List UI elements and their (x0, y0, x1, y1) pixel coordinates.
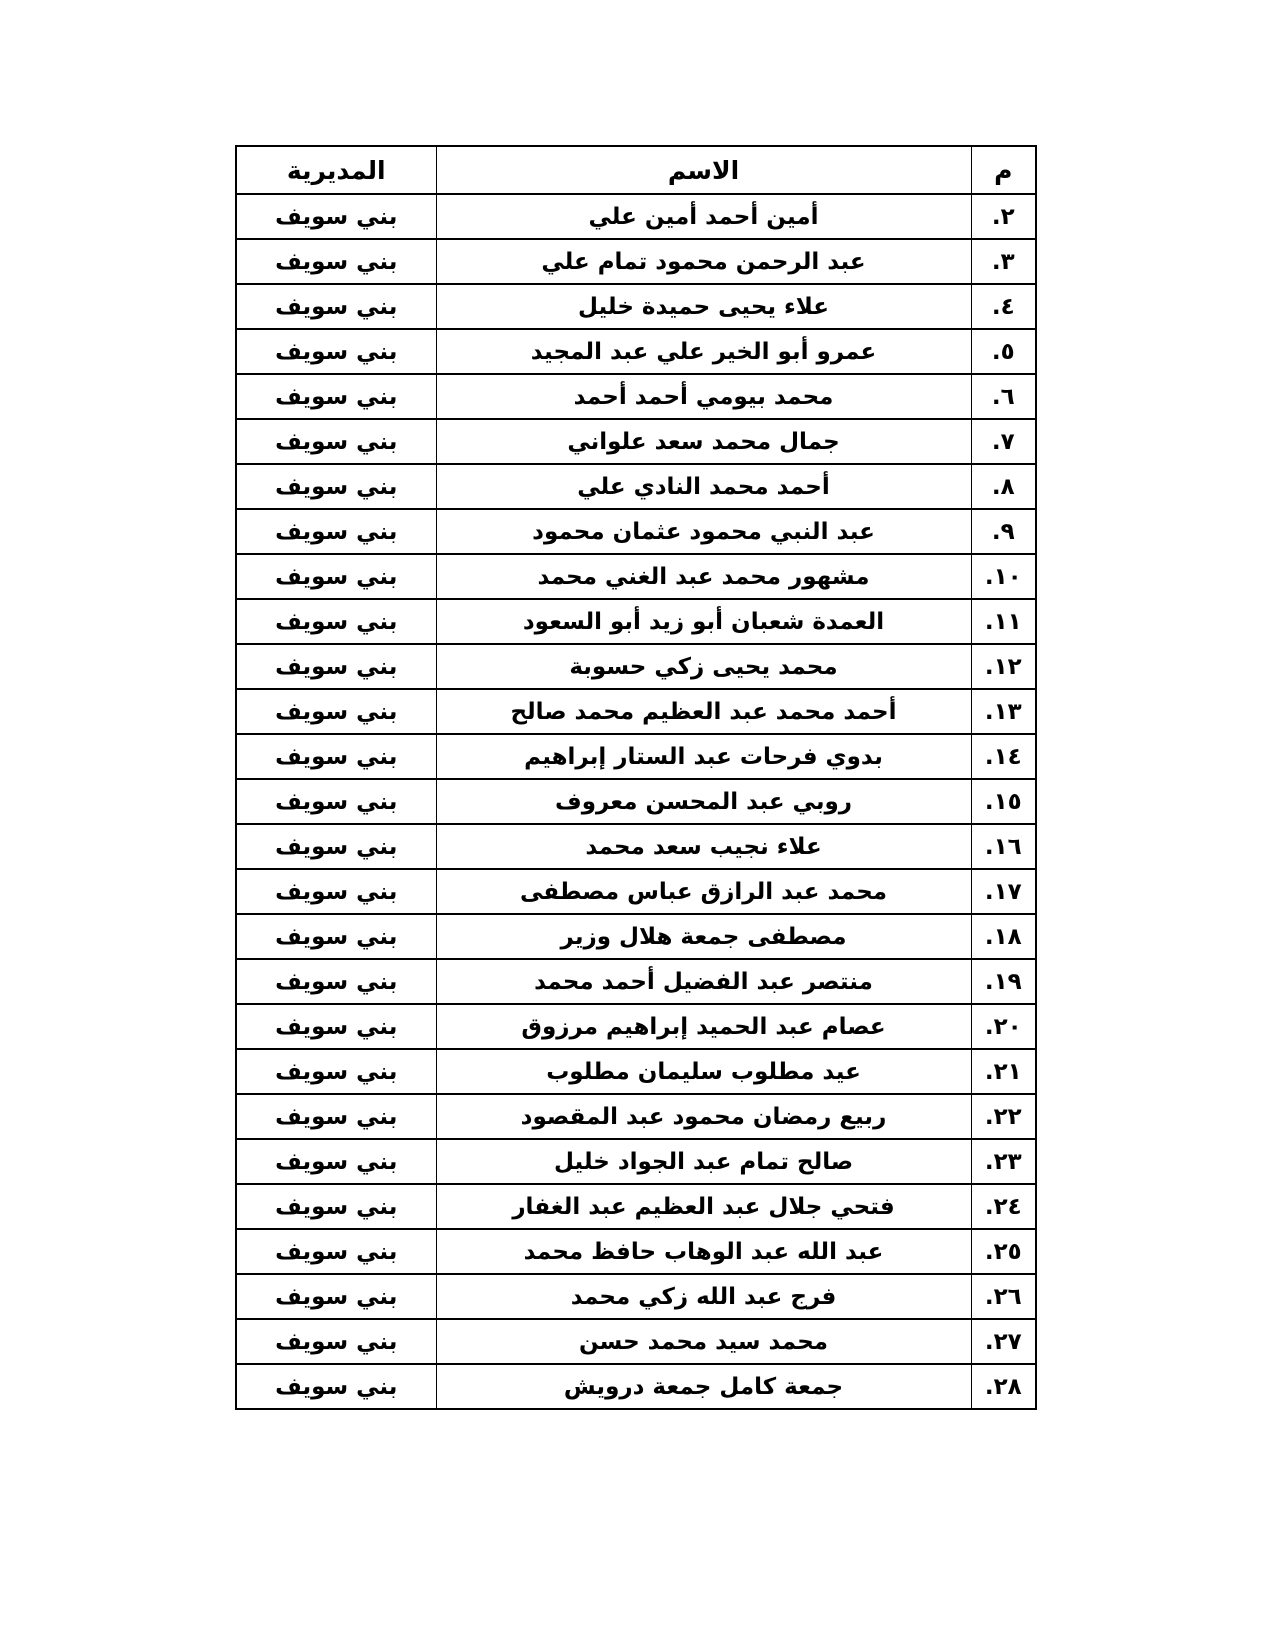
header-row (236, 146, 1036, 194)
row-number-cell: ١١. (971, 599, 1036, 644)
row-name-cell: فرج عبد الله زكي محمد (436, 1274, 971, 1319)
row-number-cell: ١٥. (971, 779, 1036, 824)
row-number-cell: ١٨. (971, 914, 1036, 959)
table-row (236, 689, 1036, 734)
row-number-cell: ١٧. (971, 869, 1036, 914)
row-name-cell: فتحي جلال عبد العظيم عبد الغفار (436, 1184, 971, 1229)
row-name-cell: مشهور محمد عبد الغني محمد (436, 554, 971, 599)
header-cell-directorate: المديرية (236, 146, 436, 194)
row-directorate-cell: بني سويف (236, 644, 436, 689)
table-row (236, 1364, 1036, 1409)
row-number-cell: ٩. (971, 509, 1036, 554)
table-row (236, 464, 1036, 509)
row-number-cell: ٢٠. (971, 1004, 1036, 1049)
row-directorate-cell: بني سويف (236, 1094, 436, 1139)
row-directorate-cell: بني سويف (236, 824, 436, 869)
row-directorate-cell: بني سويف (236, 329, 436, 374)
table-row (236, 509, 1036, 554)
row-number-cell: ٨. (971, 464, 1036, 509)
row-number-cell: ٢. (971, 194, 1036, 239)
row-name-cell: منتصر عبد الفضيل أحمد محمد (436, 959, 971, 1004)
row-name-cell: بدوي فرحات عبد الستار إبراهيم (436, 734, 971, 779)
row-number-cell: ٢٦. (971, 1274, 1036, 1319)
row-name-cell: روبي عبد المحسن معروف (436, 779, 971, 824)
table-row (236, 1319, 1036, 1364)
row-number-cell: ٢١. (971, 1049, 1036, 1094)
table-row (236, 329, 1036, 374)
row-number-cell: ١٢. (971, 644, 1036, 689)
row-directorate-cell: بني سويف (236, 1184, 436, 1229)
table-row (236, 194, 1036, 239)
row-directorate-cell: بني سويف (236, 554, 436, 599)
table-row (236, 374, 1036, 419)
row-name-cell: أحمد محمد عبد العظيم محمد صالح (436, 689, 971, 734)
row-name-cell: عمرو أبو الخير علي عبد المجيد (436, 329, 971, 374)
row-directorate-cell: بني سويف (236, 734, 436, 779)
row-directorate-cell: بني سويف (236, 194, 436, 239)
row-name-cell: علاء نجيب سعد محمد (436, 824, 971, 869)
row-directorate-cell: بني سويف (236, 1274, 436, 1319)
row-name-cell: مصطفى جمعة هلال وزير (436, 914, 971, 959)
table-row (236, 599, 1036, 644)
table-row (236, 1139, 1036, 1184)
row-directorate-cell: بني سويف (236, 959, 436, 1004)
row-name-cell: عيد مطلوب سليمان مطلوب (436, 1049, 971, 1094)
table-row (236, 1229, 1036, 1274)
row-number-cell: ٧. (971, 419, 1036, 464)
row-directorate-cell: بني سويف (236, 374, 436, 419)
row-name-cell: ربيع رمضان محمود عبد المقصود (436, 1094, 971, 1139)
header-cell-number: م (971, 146, 1036, 194)
table-row (236, 1049, 1036, 1094)
table-row (236, 1274, 1036, 1319)
row-name-cell: علاء يحيى حميدة خليل (436, 284, 971, 329)
row-directorate-cell: بني سويف (236, 284, 436, 329)
table-row (236, 824, 1036, 869)
row-directorate-cell: بني سويف (236, 914, 436, 959)
table-row (236, 1004, 1036, 1049)
row-directorate-cell: بني سويف (236, 599, 436, 644)
row-name-cell: عبد الله عبد الوهاب حافظ محمد (436, 1229, 971, 1274)
table-row (236, 239, 1036, 284)
row-number-cell: ٢٤. (971, 1184, 1036, 1229)
row-name-cell: أحمد محمد النادي علي (436, 464, 971, 509)
row-number-cell: ٦. (971, 374, 1036, 419)
row-number-cell: ٢٢. (971, 1094, 1036, 1139)
row-directorate-cell: بني سويف (236, 1229, 436, 1274)
row-number-cell: ٢٧. (971, 1319, 1036, 1364)
row-number-cell: ٣. (971, 239, 1036, 284)
row-directorate-cell: بني سويف (236, 1004, 436, 1049)
row-name-cell: محمد سيد محمد حسن (436, 1319, 971, 1364)
row-directorate-cell: بني سويف (236, 689, 436, 734)
table-row (236, 959, 1036, 1004)
row-number-cell: ٢٥. (971, 1229, 1036, 1274)
row-directorate-cell: بني سويف (236, 779, 436, 824)
row-directorate-cell: بني سويف (236, 1049, 436, 1094)
row-number-cell: ١٩. (971, 959, 1036, 1004)
row-number-cell: ٢٣. (971, 1139, 1036, 1184)
row-name-cell: عصام عبد الحميد إبراهيم مرزوق (436, 1004, 971, 1049)
row-name-cell: محمد يحيى زكي حسوبة (436, 644, 971, 689)
row-directorate-cell: بني سويف (236, 509, 436, 554)
row-name-cell: صالح تمام عبد الجواد خليل (436, 1139, 971, 1184)
row-name-cell: جمال محمد سعد علواني (436, 419, 971, 464)
row-name-cell: عبد الرحمن محمود تمام علي (436, 239, 971, 284)
table-row (236, 914, 1036, 959)
row-number-cell: ١٦. (971, 824, 1036, 869)
table-row (236, 284, 1036, 329)
table-row (236, 554, 1036, 599)
row-name-cell: عبد النبي محمود عثمان محمود (436, 509, 971, 554)
row-number-cell: ٥. (971, 329, 1036, 374)
row-directorate-cell: بني سويف (236, 1139, 436, 1184)
row-directorate-cell: بني سويف (236, 239, 436, 284)
roster-table (235, 145, 1037, 1410)
row-directorate-cell: بني سويف (236, 1364, 436, 1409)
table-row (236, 869, 1036, 914)
table-row (236, 1184, 1036, 1229)
row-name-cell: جمعة كامل جمعة درويش (436, 1364, 971, 1409)
row-name-cell: العمدة شعبان أبو زيد أبو السعود (436, 599, 971, 644)
table-row (236, 644, 1036, 689)
row-name-cell: محمد بيومي أحمد أحمد (436, 374, 971, 419)
table-row (236, 1094, 1036, 1139)
row-number-cell: ١٠. (971, 554, 1036, 599)
row-directorate-cell: بني سويف (236, 419, 436, 464)
row-number-cell: ١٤. (971, 734, 1036, 779)
row-number-cell: ٤. (971, 284, 1036, 329)
table-body (236, 194, 1036, 1409)
row-directorate-cell: بني سويف (236, 869, 436, 914)
header-cell-name: الاسم (436, 146, 971, 194)
table-row (236, 419, 1036, 464)
table-row (236, 779, 1036, 824)
row-directorate-cell: بني سويف (236, 464, 436, 509)
row-name-cell: محمد عبد الرازق عباس مصطفى (436, 869, 971, 914)
row-number-cell: ٢٨. (971, 1364, 1036, 1409)
table-row (236, 734, 1036, 779)
row-number-cell: ١٣. (971, 689, 1036, 734)
table-header (236, 146, 1036, 194)
row-directorate-cell: بني سويف (236, 1319, 436, 1364)
row-name-cell: أمين أحمد أمين علي (436, 194, 971, 239)
